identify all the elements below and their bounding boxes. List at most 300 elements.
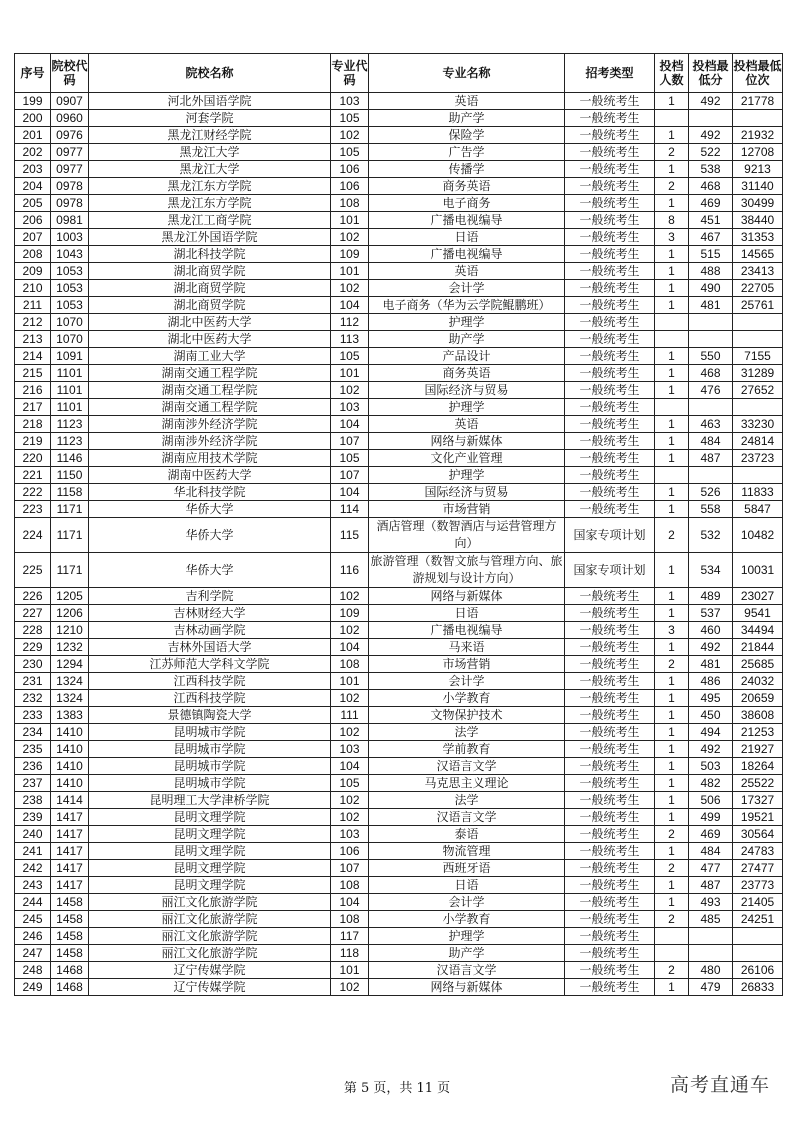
exam-type-cell: 一般统考生: [565, 93, 655, 110]
count-cell: 3: [655, 622, 689, 639]
seq-cell: 210: [15, 280, 51, 297]
table-row: [15, 622, 783, 639]
min-rank-cell: 21932: [733, 127, 783, 144]
seq-cell: 245: [15, 911, 51, 928]
count-cell: 1: [655, 450, 689, 467]
min-score-cell: [689, 467, 733, 484]
count-cell: [655, 110, 689, 127]
major-name-cell: 法学: [369, 792, 565, 809]
min-rank-cell: 9213: [733, 161, 783, 178]
seq-cell: 234: [15, 724, 51, 741]
count-cell: 1: [655, 979, 689, 996]
school-code-cell: 1146: [51, 450, 89, 467]
major-code-cell: 104: [331, 639, 369, 656]
school-name-cell: 黑龙江东方学院: [89, 178, 331, 195]
min-score-cell: 534: [689, 553, 733, 588]
min-score-cell: 503: [689, 758, 733, 775]
seq-cell: 199: [15, 93, 51, 110]
min-score-cell: 481: [689, 297, 733, 314]
school-code-cell: 1158: [51, 484, 89, 501]
major-code-cell: 105: [331, 348, 369, 365]
table-row: [15, 127, 783, 144]
major-code-cell: 102: [331, 724, 369, 741]
count-cell: 1: [655, 93, 689, 110]
min-rank-cell: [733, 399, 783, 416]
table-row: [15, 945, 783, 962]
min-score-cell: [689, 110, 733, 127]
school-code-cell: 1410: [51, 775, 89, 792]
table-row: [15, 280, 783, 297]
min-score-cell: 538: [689, 161, 733, 178]
school-name-cell: 湖北商贸学院: [89, 280, 331, 297]
school-code-cell: 1232: [51, 639, 89, 656]
major-code-cell: 114: [331, 501, 369, 518]
school-name-cell: 河北外国语学院: [89, 93, 331, 110]
school-name-cell: 昆明文理学院: [89, 809, 331, 826]
major-name-cell: 学前教育: [369, 741, 565, 758]
seq-cell: 247: [15, 945, 51, 962]
major-code-cell: 108: [331, 656, 369, 673]
major-code-cell: 106: [331, 843, 369, 860]
major-code-cell: 101: [331, 263, 369, 280]
min-rank-cell: 33230: [733, 416, 783, 433]
major-code-cell: 111: [331, 707, 369, 724]
school-code-cell: 1417: [51, 826, 89, 843]
min-score-cell: 492: [689, 741, 733, 758]
min-rank-cell: 31289: [733, 365, 783, 382]
min-rank-cell: 21844: [733, 639, 783, 656]
count-cell: 1: [655, 894, 689, 911]
major-code-cell: 103: [331, 826, 369, 843]
major-code-cell: 107: [331, 467, 369, 484]
school-name-cell: 江苏师范大学科文学院: [89, 656, 331, 673]
exam-type-cell: 一般统考生: [565, 178, 655, 195]
seq-cell: 224: [15, 518, 51, 553]
table-body: [15, 93, 783, 996]
min-score-cell: 489: [689, 588, 733, 605]
school-code-cell: 1414: [51, 792, 89, 809]
major-code-cell: 102: [331, 280, 369, 297]
table-row: [15, 161, 783, 178]
school-name-cell: 湖南工业大学: [89, 348, 331, 365]
exam-type-cell: 一般统考生: [565, 348, 655, 365]
major-code-cell: 105: [331, 110, 369, 127]
table-row: [15, 553, 783, 588]
seq-cell: 249: [15, 979, 51, 996]
exam-type-cell: 一般统考生: [565, 416, 655, 433]
count-cell: 1: [655, 365, 689, 382]
school-name-cell: 湖南交通工程学院: [89, 365, 331, 382]
school-code-cell: 1091: [51, 348, 89, 365]
seq-cell: 213: [15, 331, 51, 348]
count-cell: [655, 928, 689, 945]
major-code-cell: 116: [331, 553, 369, 588]
min-rank-cell: 24783: [733, 843, 783, 860]
seq-cell: 221: [15, 467, 51, 484]
seq-cell: 200: [15, 110, 51, 127]
major-code-cell: 113: [331, 331, 369, 348]
major-code-cell: 102: [331, 792, 369, 809]
major-code-cell: 105: [331, 775, 369, 792]
table-row: [15, 741, 783, 758]
min-rank-cell: 25685: [733, 656, 783, 673]
school-name-cell: 江西科技学院: [89, 673, 331, 690]
school-code-cell: 1070: [51, 331, 89, 348]
major-name-cell: 旅游管理（数智文旅与管理方向、旅游规划与设计方向）: [369, 553, 565, 588]
school-name-cell: 丽江文化旅游学院: [89, 928, 331, 945]
exam-type-cell: 一般统考生: [565, 622, 655, 639]
min-rank-cell: 27652: [733, 382, 783, 399]
min-rank-cell: 26833: [733, 979, 783, 996]
min-score-cell: 450: [689, 707, 733, 724]
major-name-cell: 助产学: [369, 945, 565, 962]
major-name-cell: 助产学: [369, 110, 565, 127]
major-code-cell: 104: [331, 297, 369, 314]
school-name-cell: 昆明文理学院: [89, 826, 331, 843]
seq-cell: 222: [15, 484, 51, 501]
seq-cell: 223: [15, 501, 51, 518]
table-row: [15, 484, 783, 501]
school-name-cell: 湖北商贸学院: [89, 263, 331, 280]
table-row: [15, 178, 783, 195]
min-rank-cell: 24814: [733, 433, 783, 450]
min-score-cell: 499: [689, 809, 733, 826]
school-code-cell: 1410: [51, 758, 89, 775]
count-cell: 2: [655, 656, 689, 673]
major-name-cell: 网络与新媒体: [369, 433, 565, 450]
exam-type-cell: 一般统考生: [565, 280, 655, 297]
count-cell: 2: [655, 826, 689, 843]
exam-type-cell: 一般统考生: [565, 467, 655, 484]
exam-type-cell: 一般统考生: [565, 809, 655, 826]
count-cell: 8: [655, 212, 689, 229]
major-name-cell: 商务英语: [369, 178, 565, 195]
major-code-cell: 102: [331, 229, 369, 246]
school-name-cell: 昆明文理学院: [89, 860, 331, 877]
count-cell: 1: [655, 416, 689, 433]
min-score-cell: 493: [689, 894, 733, 911]
min-rank-cell: 38608: [733, 707, 783, 724]
seq-cell: 214: [15, 348, 51, 365]
count-cell: 2: [655, 962, 689, 979]
header-seq: 序号: [15, 54, 51, 93]
count-cell: 1: [655, 741, 689, 758]
exam-type-cell: 一般统考生: [565, 195, 655, 212]
seq-cell: 228: [15, 622, 51, 639]
table-row: [15, 365, 783, 382]
min-score-cell: 480: [689, 962, 733, 979]
seq-cell: 241: [15, 843, 51, 860]
school-code-cell: 0976: [51, 127, 89, 144]
school-name-cell: 湖北商贸学院: [89, 297, 331, 314]
table-row: [15, 775, 783, 792]
school-code-cell: 1003: [51, 229, 89, 246]
seq-cell: 208: [15, 246, 51, 263]
count-cell: 1: [655, 707, 689, 724]
major-name-cell: 英语: [369, 93, 565, 110]
seq-cell: 209: [15, 263, 51, 280]
min-score-cell: 526: [689, 484, 733, 501]
min-rank-cell: 30499: [733, 195, 783, 212]
exam-type-cell: 一般统考生: [565, 826, 655, 843]
table-row: [15, 331, 783, 348]
table-row: [15, 588, 783, 605]
count-cell: 1: [655, 246, 689, 263]
table-row: [15, 690, 783, 707]
school-code-cell: 1417: [51, 860, 89, 877]
exam-type-cell: 一般统考生: [565, 127, 655, 144]
school-name-cell: 华侨大学: [89, 553, 331, 588]
table-row: [15, 826, 783, 843]
table-row: [15, 501, 783, 518]
major-name-cell: 马克思主义理论: [369, 775, 565, 792]
min-score-cell: 463: [689, 416, 733, 433]
min-rank-cell: [733, 928, 783, 945]
table-row: [15, 656, 783, 673]
school-name-cell: 湖南交通工程学院: [89, 382, 331, 399]
major-code-cell: 102: [331, 382, 369, 399]
min-score-cell: 468: [689, 365, 733, 382]
major-name-cell: 保险学: [369, 127, 565, 144]
min-score-cell: 495: [689, 690, 733, 707]
major-name-cell: 国际经济与贸易: [369, 484, 565, 501]
min-score-cell: 469: [689, 826, 733, 843]
school-name-cell: 辽宁传媒学院: [89, 962, 331, 979]
major-code-cell: 102: [331, 588, 369, 605]
min-score-cell: 492: [689, 93, 733, 110]
min-rank-cell: 34494: [733, 622, 783, 639]
school-code-cell: 1324: [51, 673, 89, 690]
exam-type-cell: 国家专项计划: [565, 518, 655, 553]
table-row: [15, 450, 783, 467]
major-code-cell: 106: [331, 178, 369, 195]
min-score-cell: 477: [689, 860, 733, 877]
min-score-cell: 468: [689, 178, 733, 195]
school-name-cell: 湖南涉外经济学院: [89, 416, 331, 433]
school-code-cell: 1123: [51, 433, 89, 450]
count-cell: 1: [655, 484, 689, 501]
exam-type-cell: 一般统考生: [565, 690, 655, 707]
school-name-cell: 昆明文理学院: [89, 843, 331, 860]
major-name-cell: 护理学: [369, 928, 565, 945]
school-code-cell: 1053: [51, 280, 89, 297]
major-name-cell: 护理学: [369, 399, 565, 416]
count-cell: 1: [655, 348, 689, 365]
min-rank-cell: 30564: [733, 826, 783, 843]
seq-cell: 237: [15, 775, 51, 792]
table-header-row: [15, 54, 783, 93]
min-rank-cell: 21927: [733, 741, 783, 758]
school-name-cell: 昆明城市学院: [89, 724, 331, 741]
major-name-cell: 广播电视编导: [369, 246, 565, 263]
seq-cell: 240: [15, 826, 51, 843]
min-score-cell: 558: [689, 501, 733, 518]
min-score-cell: 515: [689, 246, 733, 263]
school-code-cell: 1150: [51, 467, 89, 484]
min-score-cell: 484: [689, 843, 733, 860]
major-name-cell: 助产学: [369, 331, 565, 348]
seq-cell: 230: [15, 656, 51, 673]
table-row: [15, 467, 783, 484]
seq-cell: 235: [15, 741, 51, 758]
school-code-cell: 1383: [51, 707, 89, 724]
min-score-cell: 492: [689, 639, 733, 656]
table-row: [15, 110, 783, 127]
major-name-cell: 市场营销: [369, 656, 565, 673]
seq-cell: 217: [15, 399, 51, 416]
exam-type-cell: 一般统考生: [565, 297, 655, 314]
major-code-cell: 104: [331, 758, 369, 775]
school-code-cell: 1101: [51, 382, 89, 399]
major-code-cell: 102: [331, 690, 369, 707]
exam-type-cell: 一般统考生: [565, 962, 655, 979]
table-row: [15, 673, 783, 690]
table-row: [15, 843, 783, 860]
exam-type-cell: 一般统考生: [565, 775, 655, 792]
count-cell: 1: [655, 809, 689, 826]
exam-type-cell: 一般统考生: [565, 945, 655, 962]
seq-cell: 225: [15, 553, 51, 588]
min-rank-cell: 11833: [733, 484, 783, 501]
table-row: [15, 758, 783, 775]
major-name-cell: 酒店管理（数智酒店与运营管理方向）: [369, 518, 565, 553]
min-score-cell: 482: [689, 775, 733, 792]
major-code-cell: 102: [331, 809, 369, 826]
table-row: [15, 792, 783, 809]
count-cell: 2: [655, 860, 689, 877]
min-score-cell: 460: [689, 622, 733, 639]
major-code-cell: 104: [331, 484, 369, 501]
min-rank-cell: [733, 331, 783, 348]
major-name-cell: 文化产业管理: [369, 450, 565, 467]
exam-type-cell: 一般统考生: [565, 792, 655, 809]
count-cell: 1: [655, 588, 689, 605]
school-code-cell: 1043: [51, 246, 89, 263]
school-name-cell: 河套学院: [89, 110, 331, 127]
major-name-cell: 会计学: [369, 894, 565, 911]
exam-type-cell: 一般统考生: [565, 928, 655, 945]
school-name-cell: 辽宁传媒学院: [89, 979, 331, 996]
major-code-cell: 105: [331, 450, 369, 467]
table-row: [15, 605, 783, 622]
min-rank-cell: 27477: [733, 860, 783, 877]
min-rank-cell: 18264: [733, 758, 783, 775]
seq-cell: 206: [15, 212, 51, 229]
school-code-cell: 1206: [51, 605, 89, 622]
min-rank-cell: 23723: [733, 450, 783, 467]
table-row: [15, 894, 783, 911]
major-code-cell: 101: [331, 673, 369, 690]
count-cell: 2: [655, 911, 689, 928]
seq-cell: 203: [15, 161, 51, 178]
admission-table: [14, 53, 783, 996]
school-name-cell: 昆明城市学院: [89, 758, 331, 775]
school-name-cell: 昆明城市学院: [89, 775, 331, 792]
table-row: [15, 93, 783, 110]
min-score-cell: 484: [689, 433, 733, 450]
seq-cell: 229: [15, 639, 51, 656]
major-name-cell: 传播学: [369, 161, 565, 178]
major-code-cell: 103: [331, 741, 369, 758]
table-row: [15, 707, 783, 724]
exam-type-cell: 一般统考生: [565, 501, 655, 518]
seq-cell: 218: [15, 416, 51, 433]
count-cell: [655, 945, 689, 962]
school-name-cell: 黑龙江外国语学院: [89, 229, 331, 246]
school-code-cell: 1053: [51, 297, 89, 314]
seq-cell: 215: [15, 365, 51, 382]
table-row: [15, 724, 783, 741]
table-row: [15, 911, 783, 928]
min-rank-cell: 19521: [733, 809, 783, 826]
min-rank-cell: [733, 945, 783, 962]
school-code-cell: 1410: [51, 724, 89, 741]
min-score-cell: 479: [689, 979, 733, 996]
min-score-cell: 451: [689, 212, 733, 229]
min-rank-cell: 21778: [733, 93, 783, 110]
min-rank-cell: 23413: [733, 263, 783, 280]
min-score-cell: [689, 331, 733, 348]
count-cell: 1: [655, 280, 689, 297]
exam-type-cell: 一般统考生: [565, 605, 655, 622]
count-cell: 1: [655, 639, 689, 656]
school-code-cell: 1468: [51, 979, 89, 996]
school-name-cell: 湖北科技学院: [89, 246, 331, 263]
header-exam-type: 招考类型: [565, 54, 655, 93]
min-score-cell: [689, 928, 733, 945]
min-rank-cell: 10031: [733, 553, 783, 588]
major-code-cell: 107: [331, 860, 369, 877]
exam-type-cell: 一般统考生: [565, 979, 655, 996]
min-score-cell: 490: [689, 280, 733, 297]
exam-type-cell: 一般统考生: [565, 860, 655, 877]
min-rank-cell: [733, 110, 783, 127]
count-cell: 1: [655, 127, 689, 144]
exam-type-cell: 一般统考生: [565, 246, 655, 263]
exam-type-cell: 一般统考生: [565, 229, 655, 246]
school-code-cell: 1458: [51, 928, 89, 945]
count-cell: 1: [655, 690, 689, 707]
major-code-cell: 103: [331, 399, 369, 416]
admission-table-sheet: [14, 53, 782, 996]
major-code-cell: 109: [331, 246, 369, 263]
table-row: [15, 416, 783, 433]
major-code-cell: 108: [331, 877, 369, 894]
school-code-cell: 0907: [51, 93, 89, 110]
school-name-cell: 昆明城市学院: [89, 741, 331, 758]
school-name-cell: 景德镇陶瓷大学: [89, 707, 331, 724]
school-name-cell: 吉林外国语大学: [89, 639, 331, 656]
major-code-cell: 101: [331, 365, 369, 382]
table-row: [15, 263, 783, 280]
school-code-cell: 1294: [51, 656, 89, 673]
table-row: [15, 229, 783, 246]
count-cell: 1: [655, 605, 689, 622]
seq-cell: 231: [15, 673, 51, 690]
min-rank-cell: 38440: [733, 212, 783, 229]
table-row: [15, 809, 783, 826]
school-name-cell: 丽江文化旅游学院: [89, 894, 331, 911]
exam-type-cell: 一般统考生: [565, 639, 655, 656]
school-code-cell: 1101: [51, 365, 89, 382]
table-row: [15, 246, 783, 263]
major-name-cell: 法学: [369, 724, 565, 741]
seq-cell: 226: [15, 588, 51, 605]
school-name-cell: 黑龙江大学: [89, 161, 331, 178]
min-score-cell: 476: [689, 382, 733, 399]
exam-type-cell: 一般统考生: [565, 741, 655, 758]
exam-type-cell: 一般统考生: [565, 161, 655, 178]
